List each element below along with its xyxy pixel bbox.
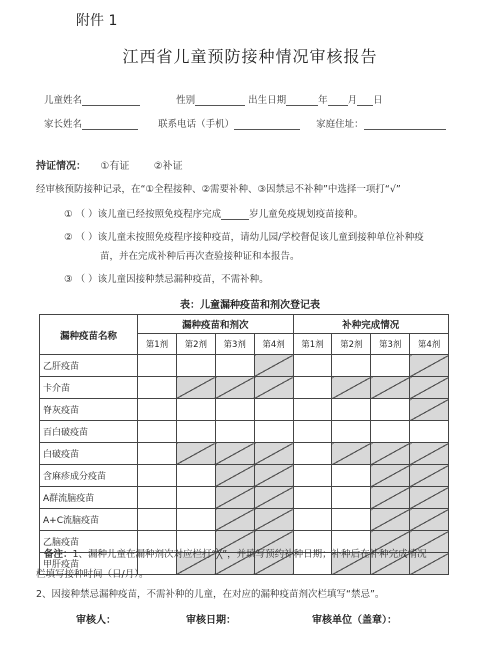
instruction-text: 经审核预防接种记录，在“①全程接种、②需要补种、③因禁忌不补种”中选择一项打“√” [36,184,401,195]
day-label: 日 [373,95,383,106]
option-1[interactable] [64,206,363,220]
shaded-na-cell [215,465,254,487]
shaded-na-cell [371,465,410,487]
vaccine-name-cell: 含麻疹成分疫苗 [40,465,138,487]
notes-line-1 [44,546,427,560]
option-3[interactable] [64,271,269,285]
catchup-status-header: 补种完成情况 [293,315,449,334]
cert-option-has[interactable]: ①有证 [100,161,130,172]
catchup-date-cell[interactable] [332,487,371,509]
review-date-label: 审核日期： [186,615,236,626]
vaccine-name-cell: A+C流脑疫苗 [40,509,138,531]
notes-label: 备注： [44,549,73,560]
shaded-na-cell [332,377,371,399]
vaccine-name-header: 漏种疫苗名称 [40,315,138,355]
shaded-na-cell [410,487,449,509]
table-row [40,399,449,421]
gender-field[interactable] [195,95,245,106]
catchup-date-cell[interactable] [293,355,332,377]
option-3-number: ③ [64,274,73,285]
option-1-text-b: 岁儿童免疫规划疫苗接种。 [249,209,364,220]
missed-dose-cell[interactable] [176,509,215,531]
phone-field[interactable] [234,119,300,130]
missed-dose-cell[interactable] [254,421,293,443]
shaded-na-cell [254,377,293,399]
shaded-na-cell [332,443,371,465]
shaded-na-cell [410,355,449,377]
shaded-na-cell [371,377,410,399]
shaded-na-cell [215,487,254,509]
cert-option-reissue[interactable]: ②补证 [153,161,183,172]
missed-dose-cell[interactable] [215,399,254,421]
note-1-continued: 栏填写接种时间（日/月）。 [36,569,149,580]
vaccine-name-cell: 白破疫苗 [40,443,138,465]
year-label: 年 [318,95,328,106]
missed-dose-cell[interactable] [215,421,254,443]
missed-dose-cell[interactable] [138,509,177,531]
note-1-text: 1、漏种儿童在漏种剂次对应栏打“╳”，并填写预约补种日期；补种后在补种完成情况 [72,549,427,560]
catchup-date-cell[interactable] [293,509,332,531]
catchup-date-cell[interactable] [293,443,332,465]
catchup-date-cell[interactable] [293,377,332,399]
parent-name-label: 家长姓名 [44,119,83,130]
missed-dose-cell[interactable] [176,355,215,377]
reviewer-label: 审核人： [76,615,116,626]
catchup-date-cell[interactable] [332,465,371,487]
missed-dose-cell[interactable] [215,355,254,377]
catchup-date-cell[interactable] [293,421,332,443]
missed-dose-cell[interactable] [254,399,293,421]
missed-dose-1-header: 第1剂 [138,334,177,355]
catchup-date-cell[interactable] [293,399,332,421]
birth-year-field[interactable] [286,95,318,106]
catchup-date-cell[interactable] [293,465,332,487]
vaccine-name-cell: 脊灰疫苗 [40,399,138,421]
shaded-na-cell [215,509,254,531]
catchup-date-cell[interactable] [332,421,371,443]
vaccine-name-cell: A群流脑疫苗 [40,487,138,509]
shaded-na-cell [371,487,410,509]
catchup-dose-4-header: 第4剂 [410,334,449,355]
missed-dose-cell[interactable] [138,465,177,487]
catchup-date-cell[interactable] [332,509,371,531]
missed-dose-cell[interactable] [138,443,177,465]
missed-dose-cell[interactable] [138,421,177,443]
table-row [40,487,449,509]
phone-label: 联系电话（手机） [158,119,235,130]
attachment-label: 附件 1 [76,13,118,29]
shaded-na-cell [254,465,293,487]
catchup-date-cell[interactable] [371,355,410,377]
shaded-na-cell [176,377,215,399]
catchup-date-cell[interactable] [410,421,449,443]
birth-date-label: 出生日期 [248,95,287,106]
shaded-na-cell [410,399,449,421]
table-row [40,421,449,443]
catchup-date-cell[interactable] [293,487,332,509]
option-2-text-line1: （ ）该儿童未按照免疫程序接种疫苗，请幼儿园/学校督促该儿童到接种单位补种疫 [75,232,424,243]
vaccine-name-cell: 甲肝疫苗 [40,553,138,575]
option-2-number: ② [64,232,73,243]
vaccine-name-cell: 乙脑疫苗 [40,531,138,553]
missed-dose-4-header: 第4剂 [254,334,293,355]
missed-dose-cell[interactable] [176,421,215,443]
missed-dose-cell[interactable] [176,465,215,487]
shaded-na-cell [410,509,449,531]
option-1-text-a: （ ）该儿童已经按照免疫程序完成 [75,209,222,220]
child-name-field[interactable] [82,95,140,106]
gender-label: 性别 [176,95,196,106]
shaded-na-cell [254,443,293,465]
catchup-date-cell[interactable] [332,399,371,421]
report-title: 江西省儿童预防接种情况审核报告 [122,47,378,66]
shaded-na-cell [254,487,293,509]
option-2-text-line2: 苗，并在完成补种后再次查验接种证和本报告。 [100,251,300,262]
address-field[interactable] [364,119,446,130]
missed-doses-header: 漏种疫苗和剂次 [138,315,294,334]
table-row [40,355,449,377]
missed-dose-2-header: 第2剂 [176,334,215,355]
child-name-label: 儿童姓名 [44,95,83,106]
birth-day-field[interactable] [357,95,373,106]
option-3-text: （ ）该儿童因接种禁忌漏种疫苗，不需补种。 [75,274,269,285]
shaded-na-cell [215,443,254,465]
cert-status-row [36,157,183,172]
shaded-na-cell [254,355,293,377]
missed-dose-cell[interactable] [138,487,177,509]
table-row [40,465,449,487]
catchup-dose-2-header: 第2剂 [332,334,371,355]
catchup-dose-3-header: 第3剂 [371,334,410,355]
missed-dose-cell[interactable] [176,399,215,421]
vaccine-name-cell: 百白破疫苗 [40,421,138,443]
note-2: 2、因接种禁忌漏种疫苗，不需补种的儿童，在对应的漏种疫苗剂次栏填写“禁忌”。 [36,589,385,600]
age-field[interactable] [221,209,249,220]
table-caption: 表：儿童漏种疫苗和剂次登记表 [180,300,320,311]
missed-dose-3-header: 第3剂 [215,334,254,355]
address-label: 家庭住址： [316,119,364,130]
cert-status-label: 持证情况： [36,161,86,172]
shaded-na-cell [410,465,449,487]
catchup-date-cell[interactable] [332,355,371,377]
missed-dose-cell[interactable] [138,377,177,399]
shaded-na-cell [410,443,449,465]
option-2[interactable] [64,229,424,243]
shaded-na-cell [215,377,254,399]
missed-dose-cell[interactable] [176,487,215,509]
vaccine-name-cell: 乙肝疫苗 [40,355,138,377]
table-row [40,377,449,399]
birth-month-field[interactable] [328,95,348,106]
missed-dose-cell[interactable] [138,355,177,377]
catchup-date-cell[interactable] [371,421,410,443]
shaded-na-cell [410,377,449,399]
parent-name-field[interactable] [82,119,138,130]
option-1-number: ① [64,209,73,220]
table-row [40,509,449,531]
table-row [40,443,449,465]
vaccine-name-cell: 卡介苗 [40,377,138,399]
catchup-dose-1-header: 第1剂 [293,334,332,355]
review-unit-label: 审核单位（盖章）： [312,615,397,626]
shaded-na-cell [254,509,293,531]
shaded-na-cell [371,443,410,465]
month-label: 月 [347,95,358,106]
catchup-date-cell[interactable] [371,399,410,421]
missed-vaccine-table [39,314,449,575]
shaded-na-cell [371,509,410,531]
parent-info-row [44,116,446,130]
shaded-na-cell [176,443,215,465]
child-info-row [44,92,383,106]
missed-dose-cell[interactable] [138,399,177,421]
